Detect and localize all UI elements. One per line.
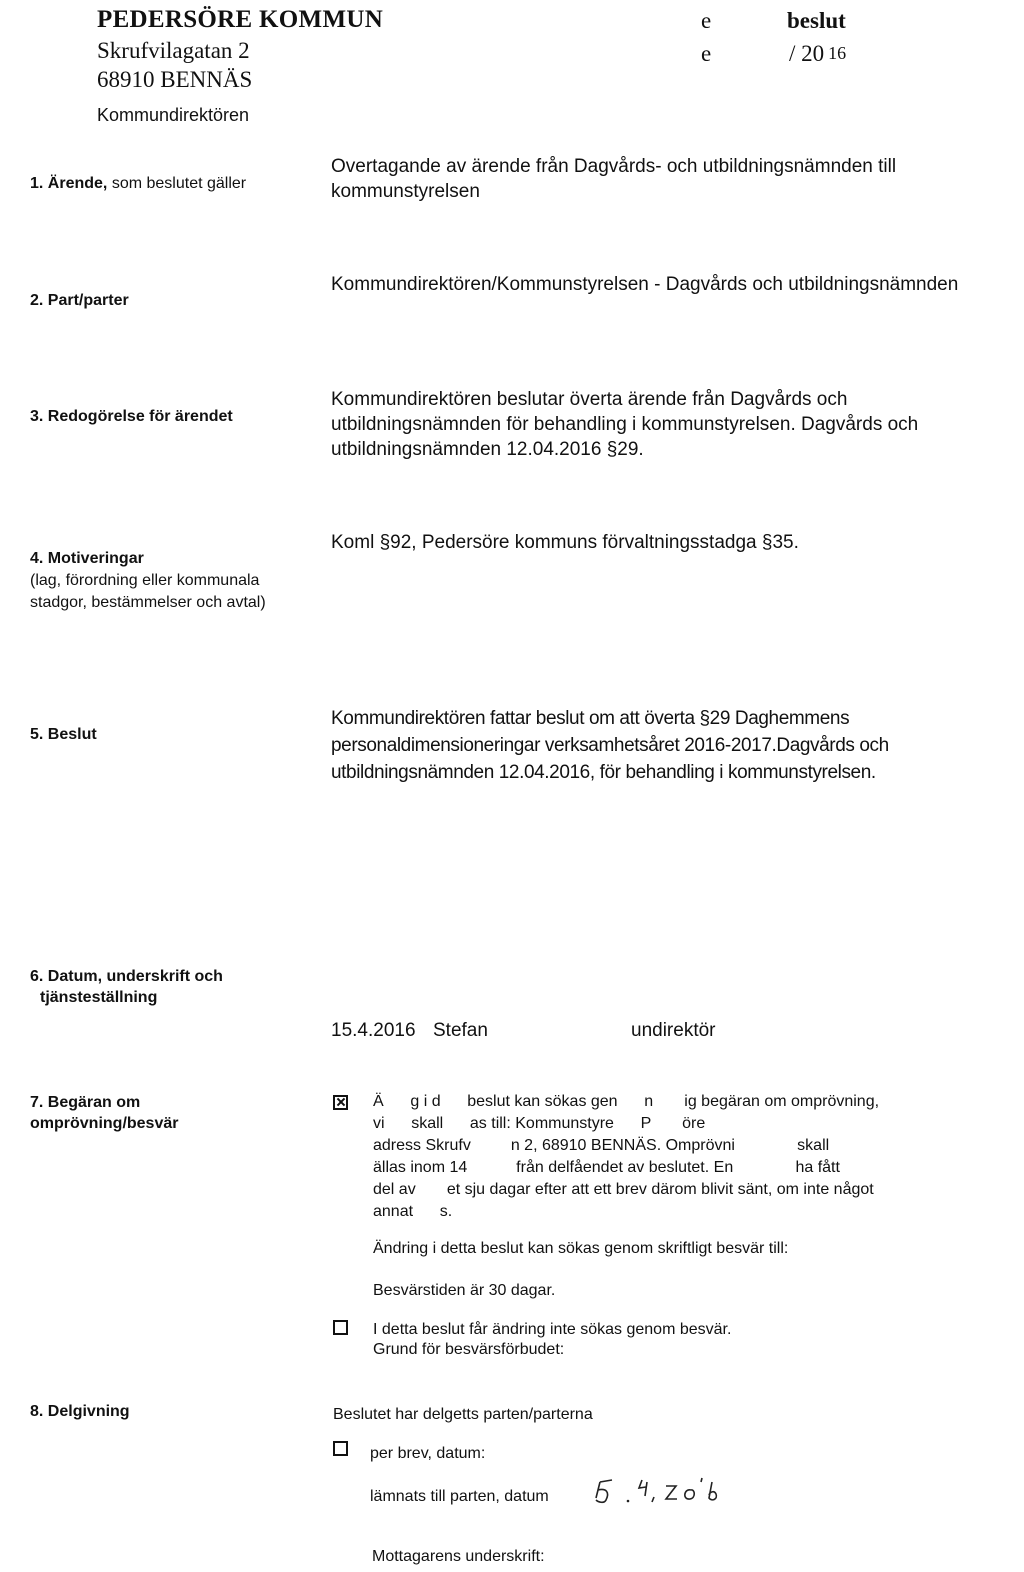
section-6-date: 15.4.2016 bbox=[331, 1020, 416, 1041]
org-name: PEDERSÖRE KOMMUN bbox=[97, 6, 384, 33]
section-4-text: Koml §92, Pedersöre kommuns förvaltningsstadga §35. bbox=[331, 532, 799, 553]
by-mail-label: per brev, datum: bbox=[370, 1445, 486, 1462]
section-6-signer-name: Stefan bbox=[433, 1020, 488, 1041]
section-7-label: 7. Begäran om omprövning/besvär bbox=[30, 1094, 179, 1132]
section-5-text: Kommundirektören fattar beslut om att överta §29 Daghemmens personaldimensioneringar verksamhetsåret 2016-2017.Dagvårds och utbildningsnämnden 12.04.2016, för behandling i kommunstyrelsen. bbox=[331, 708, 889, 783]
section-5-label: 5. Beslut bbox=[30, 726, 97, 743]
section-1-label: 1. Ärende, som beslutet gäller bbox=[30, 175, 247, 192]
appeal-period: Besvärstiden är 30 dagar. bbox=[373, 1282, 556, 1299]
no-appeal-text: I detta beslut får ändring inte sökas genom besvär. Grund för besvärsförbudet: bbox=[373, 1321, 732, 1358]
section-6-signer-title: undirektör bbox=[631, 1020, 716, 1041]
doc-number-year: / 20 16 bbox=[789, 41, 847, 66]
delivery-intro: Beslutet har delgetts parten/parterna bbox=[333, 1406, 593, 1423]
section-6-label: 6. Datum, underskrift och tjänsteställning bbox=[30, 968, 223, 1006]
section-4-label: 4. Motiveringar (lag, förordning eller kommunala stadgor, bestämmelser och avtal) bbox=[30, 550, 266, 611]
department-name: Kommundirektören bbox=[97, 105, 250, 125]
section-3-text: Kommundirektören beslutar överta ärende från Dagvårds och utbildningsnämnden för behandling i kommunstyrelsen. Dagvårds och utbildningsnämnden 12.04.2016 §29. bbox=[331, 389, 919, 460]
handed-to-party-label: lämnats till parten, datum bbox=[370, 1488, 549, 1505]
section-1-text: Overtagande av ärende från Dagvårds- och utbildningsnämnden till kommunstyrelsen bbox=[331, 156, 897, 202]
org-address-line1: Skrufvilagatan 2 bbox=[97, 38, 250, 63]
section-7-paragraph: Ä g i d beslut kan sökas gen n ig begäran om omprövning, vi skall as till: Kommunstyre P öre adress Skrufv n 2, 68910 BENNÄS. Omprövni skall ällas inom 14 från delfåendet av beslutet. En ha fått bbox=[373, 1093, 880, 1176]
doc-type-prefix: e bbox=[701, 8, 712, 33]
org-address-line2: 68910 BENNÄS bbox=[97, 67, 253, 92]
section-2-label: 2. Part/parter bbox=[30, 292, 129, 309]
appeal-instruction: Ändring i detta beslut kan sökas genom skriftligt besvär till: bbox=[373, 1240, 789, 1257]
section-3-label: 3. Redogörelse för ärendet bbox=[30, 408, 233, 425]
section-8-label: 8. Delgivning bbox=[30, 1403, 130, 1420]
doc-type: beslut bbox=[787, 8, 846, 33]
doc-number-prefix: e bbox=[701, 41, 712, 66]
section-7-paragraph-cont: del av et sju dagar efter att ett brev därom blivit sänt, om inte något annat s. bbox=[373, 1181, 874, 1220]
recipient-signature-label: Mottagarens underskrift: bbox=[372, 1548, 545, 1565]
by-mail-checkbox[interactable] bbox=[333, 1441, 348, 1456]
no-appeal-checkbox[interactable] bbox=[333, 1320, 348, 1335]
section-2-text: Kommundirektören/Kommunstyrelsen - Dagvårds och utbildningsnämnden bbox=[331, 274, 959, 295]
reconsideration-checkbox[interactable] bbox=[333, 1095, 348, 1110]
handwritten-date-signature bbox=[592, 1468, 732, 1508]
